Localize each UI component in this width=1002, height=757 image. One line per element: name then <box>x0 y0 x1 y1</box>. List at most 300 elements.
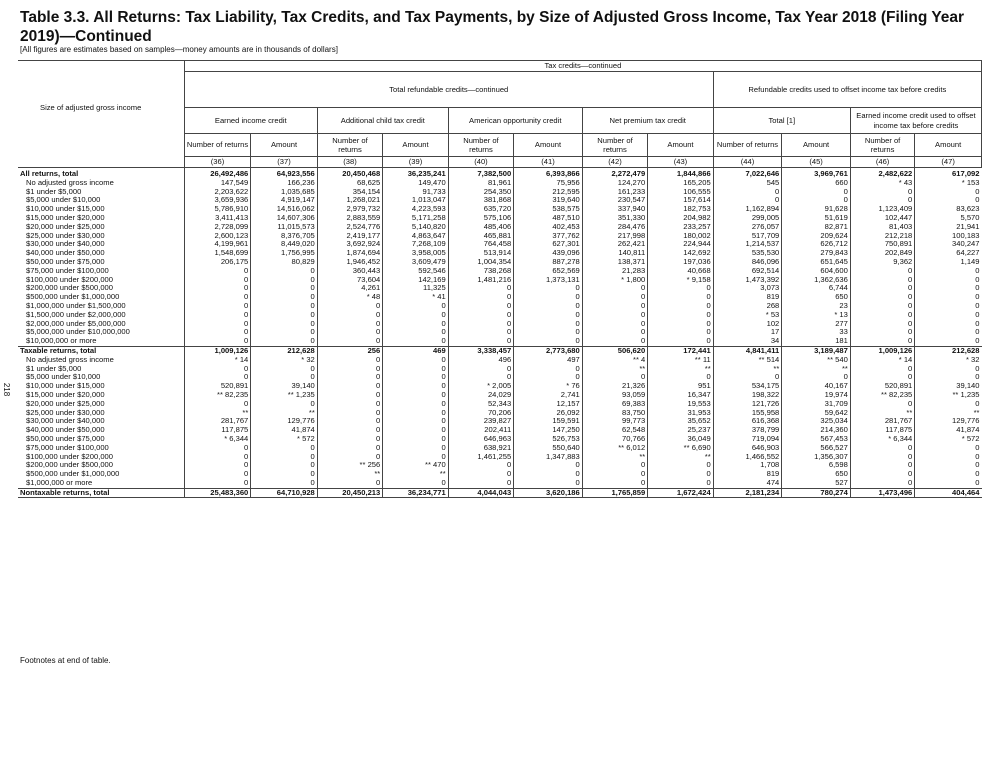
table-cell: 11,015,573 <box>251 223 318 232</box>
table-row <box>18 453 982 462</box>
table-cell: 24,029 <box>448 391 513 400</box>
row-label: $75,000 under $100,000 <box>26 266 109 275</box>
table-cell: 0 <box>582 373 647 382</box>
table-cell: 0 <box>448 365 513 374</box>
table-cell: 147,250 <box>514 426 583 435</box>
table-cell: 465,881 <box>448 232 513 241</box>
table-cell: 100,183 <box>915 232 982 241</box>
table-cell: 0 <box>251 479 318 488</box>
table-cell: 517,709 <box>713 232 782 241</box>
table-row <box>18 461 982 470</box>
table-cell: 0 <box>648 311 713 320</box>
table-cell: ** <box>582 365 647 374</box>
table-cell: 0 <box>184 479 251 488</box>
table-cell: 650 <box>782 293 851 302</box>
table-cell: 5,171,258 <box>383 214 448 223</box>
table-cell: ** <box>648 453 713 462</box>
table-cell: 0 <box>915 365 982 374</box>
table-cell: 2,728,099 <box>184 223 251 232</box>
table-cell: 0 <box>317 373 382 382</box>
table-cell: 0 <box>915 400 982 409</box>
table-cell: 1,708 <box>713 461 782 470</box>
column-number: (40) <box>448 157 513 168</box>
table-cell: 496 <box>448 356 513 365</box>
table-cell: 83,750 <box>582 409 647 418</box>
table-cell: 25,237 <box>648 426 713 435</box>
table-cell: 0 <box>184 365 251 374</box>
table-cell: 254,350 <box>448 188 513 197</box>
table-row <box>18 311 982 320</box>
table-cell: 0 <box>582 293 647 302</box>
table-row <box>18 205 982 214</box>
table-header <box>18 61 982 168</box>
row-label: $1,000,000 or more <box>26 478 93 487</box>
table-cell: 0 <box>383 453 448 462</box>
table-cell: 0 <box>317 320 382 329</box>
table-cell: ** 1,235 <box>915 391 982 400</box>
row-label: $25,000 under $30,000 <box>26 231 105 240</box>
table-cell: 39,140 <box>915 382 982 391</box>
table-cell: 0 <box>383 409 448 418</box>
subheader-number: Number of returns <box>448 134 513 157</box>
group-header: Additional child tax credit <box>317 108 448 134</box>
table-cell: 0 <box>582 311 647 320</box>
table-cell: 719,094 <box>713 435 782 444</box>
table-cell: 0 <box>251 337 318 346</box>
table-cell: 5,786,910 <box>184 205 251 214</box>
table-cell: 7,022,646 <box>713 168 782 179</box>
table-cell: 506,620 <box>582 346 647 355</box>
table-cell: 2,773,680 <box>514 346 583 355</box>
row-label: $1 under $5,000 <box>26 187 82 196</box>
table-cell: 299,005 <box>713 214 782 223</box>
table-row <box>18 337 982 346</box>
table-cell: 951 <box>648 382 713 391</box>
table-cell: 0 <box>713 188 782 197</box>
table-cell: 0 <box>383 479 448 488</box>
table-cell: 69,383 <box>582 400 647 409</box>
row-label: $10,000 under $15,000 <box>26 205 105 214</box>
table-cell: 19,974 <box>782 391 851 400</box>
table-cell: 0 <box>251 284 318 293</box>
table-cell: 0 <box>317 356 382 365</box>
table-cell: 2,979,732 <box>317 205 382 214</box>
column-number: (42) <box>582 157 647 168</box>
table-cell: 165,205 <box>648 179 713 188</box>
table-cell: 0 <box>448 284 513 293</box>
size-column-header: Size of adjusted gross income <box>18 61 184 168</box>
table-cell: 660 <box>782 179 851 188</box>
table-cell: * 572 <box>251 435 318 444</box>
table-cell: ** <box>582 453 647 462</box>
table-cell: 36,235,241 <box>383 168 448 179</box>
table-cell: 224,944 <box>648 240 713 249</box>
table-cell: 0 <box>648 328 713 337</box>
table-cell: ** 6,690 <box>648 444 713 453</box>
table-cell: 198,322 <box>713 391 782 400</box>
table-cell: ** <box>648 365 713 374</box>
table-title: Table 3.3. All Returns: Tax Liability, Tax Credits, and Tax Payments, by Size of Adjusted Gross Income, Tax Year 2018 (Filing Year 2019)—Continued <box>20 9 965 45</box>
table-cell: 0 <box>251 444 318 453</box>
table-cell: 0 <box>850 400 914 409</box>
table-cell: 21,283 <box>582 267 647 276</box>
table-cell: 0 <box>648 302 713 311</box>
table-cell: 0 <box>251 267 318 276</box>
table-cell: 277 <box>782 320 851 329</box>
table-cell: ** <box>317 470 382 479</box>
table-row <box>18 196 982 205</box>
table-cell: ** <box>184 409 251 418</box>
subheader-number: Number of returns <box>582 134 647 157</box>
table-cell: 212,628 <box>915 346 982 355</box>
table-cell: 0 <box>850 311 914 320</box>
table-cell: 8,449,020 <box>251 240 318 249</box>
tax-credits-header: Tax credits—continued <box>184 61 981 72</box>
table-cell: 4,841,411 <box>713 346 782 355</box>
table-cell: ** 82,235 <box>184 391 251 400</box>
row-label: Nontaxable returns, total <box>18 488 184 498</box>
table-cell: 0 <box>582 320 647 329</box>
table-cell: 0 <box>648 320 713 329</box>
table-cell: 1,756,995 <box>251 249 318 258</box>
table-cell: 535,530 <box>713 249 782 258</box>
table-cell: * 14 <box>850 356 914 365</box>
table-cell: 3,958,005 <box>383 249 448 258</box>
column-number: (46) <box>850 157 914 168</box>
table-cell: 0 <box>251 320 318 329</box>
table-cell: ** <box>850 409 914 418</box>
table-cell: 0 <box>782 196 851 205</box>
table-row <box>18 409 982 418</box>
table-cell: 21,326 <box>582 382 647 391</box>
row-label: $200,000 under $500,000 <box>26 284 113 293</box>
table-cell: 0 <box>317 302 382 311</box>
table-cell: 377,762 <box>514 232 583 241</box>
table-cell: 239,827 <box>448 417 513 426</box>
row-label: $30,000 under $40,000 <box>26 417 105 426</box>
table-cell: 233,257 <box>648 223 713 232</box>
table-cell: 3,411,413 <box>184 214 251 223</box>
table-cell: 0 <box>184 453 251 462</box>
table-cell: 0 <box>850 470 914 479</box>
table-cell: 4,919,147 <box>251 196 318 205</box>
table-cell: 0 <box>383 444 448 453</box>
table-row <box>18 426 982 435</box>
row-label: $15,000 under $20,000 <box>26 390 105 399</box>
table-cell: ** 470 <box>383 461 448 470</box>
table-row <box>18 214 982 223</box>
table-cell: 4,261 <box>317 284 382 293</box>
row-label: $200,000 under $500,000 <box>26 461 113 470</box>
table-cell: 0 <box>915 479 982 488</box>
table-cell: 0 <box>251 311 318 320</box>
row-label: Taxable returns, total <box>18 346 184 355</box>
table-cell: 0 <box>317 365 382 374</box>
table-cell: 0 <box>850 302 914 311</box>
table-row <box>18 470 982 479</box>
table-cell: 91,733 <box>383 188 448 197</box>
table-cell: ** <box>915 409 982 418</box>
table-cell: 93,059 <box>582 391 647 400</box>
table-cell: 209,624 <box>782 232 851 241</box>
table-cell: 325,034 <box>782 417 851 426</box>
table-cell: 268 <box>713 302 782 311</box>
table-cell: 8,376,705 <box>251 232 318 241</box>
table-row <box>18 400 982 409</box>
table-cell: 20,450,468 <box>317 168 382 179</box>
table-cell: 106,555 <box>648 188 713 197</box>
table-cell: 0 <box>251 400 318 409</box>
table-cell: 0 <box>251 453 318 462</box>
table-cell: 181 <box>782 337 851 346</box>
table-cell: 0 <box>850 444 914 453</box>
table-cell: 2,524,776 <box>317 223 382 232</box>
table-cell: 0 <box>184 373 251 382</box>
table-cell: 16,347 <box>648 391 713 400</box>
table-cell: 0 <box>184 444 251 453</box>
table-cell: 646,903 <box>713 444 782 453</box>
table-cell: 0 <box>514 320 583 329</box>
table-cell: 70,766 <box>582 435 647 444</box>
table-cell: 1,765,859 <box>582 488 647 498</box>
table-row <box>18 444 982 453</box>
table-cell: 0 <box>448 302 513 311</box>
row-label: $10,000,000 or more <box>26 337 97 346</box>
table-cell: 887,278 <box>514 258 583 267</box>
table-cell: 1,874,694 <box>317 249 382 258</box>
table-cell: ** 6,012 <box>582 444 647 453</box>
table-cell: 638,921 <box>448 444 513 453</box>
table-cell: 0 <box>317 435 382 444</box>
table-cell: 1,035,685 <box>251 188 318 197</box>
table-cell: 1,162,894 <box>713 205 782 214</box>
table-cell: * 48 <box>317 293 382 302</box>
table-cell: 121,726 <box>713 400 782 409</box>
table-cell: 0 <box>582 302 647 311</box>
table-cell: 0 <box>514 328 583 337</box>
row-label: No adjusted gross income <box>26 178 114 187</box>
table-cell: ** 4 <box>582 356 647 365</box>
table-cell: 7,382,500 <box>448 168 513 179</box>
table-cell: 62,548 <box>582 426 647 435</box>
table-cell: 0 <box>648 461 713 470</box>
table-cell: 159,591 <box>514 417 583 426</box>
table-cell: 819 <box>713 470 782 479</box>
table-cell: 14,607,306 <box>251 214 318 223</box>
table-cell: 0 <box>184 293 251 302</box>
table-cell: 73,604 <box>317 276 382 285</box>
table-cell: 627,301 <box>514 240 583 249</box>
table-cell: 351,330 <box>582 214 647 223</box>
table-cell: 1,362,636 <box>782 276 851 285</box>
table-row <box>18 328 982 337</box>
table-cell: 1,214,537 <box>713 240 782 249</box>
table-cell: 0 <box>251 276 318 285</box>
table-cell: 81,403 <box>850 223 914 232</box>
table-cell: * 2,005 <box>448 382 513 391</box>
table-cell: 2,741 <box>514 391 583 400</box>
table-cell: * 14 <box>184 356 251 365</box>
table-row <box>18 479 982 488</box>
table-cell: 0 <box>317 453 382 462</box>
table-cell: 157,614 <box>648 196 713 205</box>
table-cell: 5,570 <box>915 214 982 223</box>
table-cell: 520,891 <box>184 382 251 391</box>
table-cell: 0 <box>184 328 251 337</box>
table-cell: 0 <box>915 453 982 462</box>
table-cell: * 9,158 <box>648 276 713 285</box>
table-cell: ** 256 <box>317 461 382 470</box>
row-label: $75,000 under $100,000 <box>26 443 109 452</box>
table-cell: 0 <box>514 311 583 320</box>
table-cell: 281,767 <box>184 417 251 426</box>
table-cell: 0 <box>514 479 583 488</box>
table-cell: 1,013,047 <box>383 196 448 205</box>
table-cell: 780,274 <box>782 488 851 498</box>
table-cell: 469 <box>383 346 448 355</box>
table-cell: 337,940 <box>582 205 647 214</box>
table-cell: 0 <box>184 461 251 470</box>
table-row <box>18 356 982 365</box>
table-cell: 230,547 <box>582 196 647 205</box>
subheader-number: Number of returns <box>850 134 914 157</box>
table-cell: 0 <box>317 391 382 400</box>
row-label: $20,000 under $25,000 <box>26 399 105 408</box>
table-cell: * 53 <box>713 311 782 320</box>
table-cell: 2,419,177 <box>317 232 382 241</box>
table-cell: 616,368 <box>713 417 782 426</box>
table-cell: 1,009,126 <box>850 346 914 355</box>
table-cell: 217,998 <box>582 232 647 241</box>
column-number: (39) <box>383 157 448 168</box>
table-cell: 0 <box>582 461 647 470</box>
table-row <box>18 188 982 197</box>
table-cell: 1,672,424 <box>648 488 713 498</box>
table-cell: 212,628 <box>251 346 318 355</box>
table-cell: 0 <box>251 293 318 302</box>
table-cell: 750,891 <box>850 240 914 249</box>
row-label: $1,500,000 under $2,000,000 <box>26 310 126 319</box>
table-row <box>18 284 982 293</box>
table-body <box>18 168 982 498</box>
table-cell: 2,600,123 <box>184 232 251 241</box>
table-cell: 0 <box>383 435 448 444</box>
table-cell: 0 <box>915 284 982 293</box>
table-cell: 99,773 <box>582 417 647 426</box>
table-cell: 0 <box>184 400 251 409</box>
table-cell: 0 <box>184 320 251 329</box>
table-cell: 3,189,487 <box>782 346 851 355</box>
table-cell: 0 <box>514 337 583 346</box>
table-cell: 1,347,883 <box>514 453 583 462</box>
table-cell: 0 <box>448 337 513 346</box>
table-cell: 0 <box>850 365 914 374</box>
table-cell: 0 <box>317 400 382 409</box>
table-row <box>18 417 982 426</box>
table-cell: 0 <box>383 328 448 337</box>
table-cell: 617,092 <box>915 168 982 179</box>
table-cell: 0 <box>448 373 513 382</box>
table-cell: 39,140 <box>251 382 318 391</box>
subheader-amount: Amount <box>514 134 583 157</box>
table-cell: 2,181,234 <box>713 488 782 498</box>
table-cell: 214,360 <box>782 426 851 435</box>
column-number: (36) <box>184 157 251 168</box>
subheader-amount: Amount <box>251 134 318 157</box>
subheader-amount: Amount <box>383 134 448 157</box>
table-cell: 0 <box>383 337 448 346</box>
row-label: $2,000,000 under $5,000,000 <box>26 319 126 328</box>
table-cell: 0 <box>514 373 583 382</box>
table-cell: 1,123,409 <box>850 205 914 214</box>
column-number: (37) <box>251 157 318 168</box>
table-cell: 281,767 <box>850 417 914 426</box>
table-cell: 142,169 <box>383 276 448 285</box>
table-cell: 0 <box>850 276 914 285</box>
table-cell: 0 <box>648 470 713 479</box>
data-table <box>18 60 982 498</box>
table-cell: 4,199,961 <box>184 240 251 249</box>
table-cell: 0 <box>850 461 914 470</box>
table-cell: 566,527 <box>782 444 851 453</box>
table-cell: 0 <box>383 382 448 391</box>
row-label: $5,000 under $10,000 <box>26 196 101 205</box>
table-cell: 0 <box>915 470 982 479</box>
table-cell: 0 <box>850 267 914 276</box>
table-cell: 0 <box>582 284 647 293</box>
table-cell: 0 <box>383 302 448 311</box>
table-cell: 0 <box>582 337 647 346</box>
row-label: $500,000 under $1,000,000 <box>26 293 120 302</box>
table-cell: 0 <box>317 382 382 391</box>
table-cell: 0 <box>782 188 851 197</box>
table-cell: 0 <box>184 311 251 320</box>
table-cell: 0 <box>713 196 782 205</box>
table-cell: 0 <box>383 400 448 409</box>
table-row <box>18 267 982 276</box>
section-total-row <box>18 168 982 179</box>
table-cell: 149,470 <box>383 179 448 188</box>
table-cell: 527 <box>782 479 851 488</box>
table-cell: 166,236 <box>251 179 318 188</box>
table-cell: 284,476 <box>582 223 647 232</box>
table-cell: 0 <box>915 373 982 382</box>
table-cell: 64,710,928 <box>251 488 318 498</box>
table-cell: 206,175 <box>184 258 251 267</box>
table-cell: 526,753 <box>514 435 583 444</box>
table-cell: 0 <box>915 267 982 276</box>
table-cell: 81,961 <box>448 179 513 188</box>
table-cell: 1,473,392 <box>713 276 782 285</box>
table-cell: 4,863,647 <box>383 232 448 241</box>
table-cell: 513,914 <box>448 249 513 258</box>
table-cell: 1,473,496 <box>850 488 914 498</box>
table-cell: 0 <box>850 196 914 205</box>
table-cell: 12,157 <box>514 400 583 409</box>
subheader-number: Number of returns <box>713 134 782 157</box>
table-cell: 567,453 <box>782 435 851 444</box>
table-cell: 2,272,479 <box>582 168 647 179</box>
table-cell: ** 11 <box>648 356 713 365</box>
table-cell: 75,956 <box>514 179 583 188</box>
table-cell: 83,623 <box>915 205 982 214</box>
row-label: $5,000 under $10,000 <box>26 373 101 382</box>
table-cell: 64,227 <box>915 249 982 258</box>
table-cell: 0 <box>782 373 851 382</box>
table-cell: ** <box>383 470 448 479</box>
table-cell: * 153 <box>915 179 982 188</box>
table-cell: 3,073 <box>713 284 782 293</box>
